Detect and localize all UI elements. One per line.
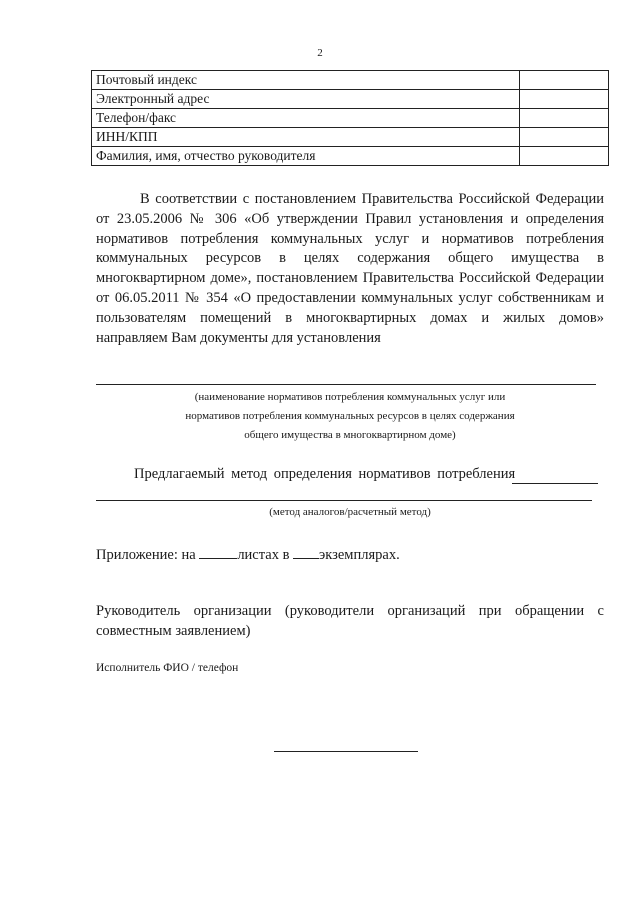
main-paragraph: В соответствии с постановлением Правительства Российской Федерации от 23.05.2006 № 306 «Об утверждении Правил установления и определения нормативов потребления коммунальных услуг и нормативов потребления коммунальных ресурсов в целях содержания общего имущества в многоквартирном доме», постановлением Правительства Российской Федерации от 06.05.2011 № 354 «О предоставлении коммунальных услуг собственникам и пользователям помещений в многоквартирных домах и жилых домов» направляем Вам документы для установления [96, 191, 604, 346]
method-fill-line-2 [96, 500, 592, 501]
row-value-director-name [520, 147, 609, 166]
method-fill-line [512, 483, 598, 484]
signature-line [274, 751, 418, 752]
page-number: 2 [317, 47, 323, 59]
row-label-phone-fax: Телефон/факс [92, 109, 520, 128]
normatives-fill-line [96, 384, 596, 385]
appendix-middle: листах в [237, 547, 290, 563]
row-label-email: Электронный адрес [92, 90, 520, 109]
row-label-postal-code: Почтовый индекс [92, 71, 520, 90]
method-caption: (метод аналогов/расчетный метод) [269, 506, 431, 518]
method-label: Предлагаемый метод определения нормативов потребления [134, 466, 516, 482]
organization-info-table [91, 70, 609, 166]
table-row [92, 109, 609, 128]
appendix-prefix: Приложение: на [96, 547, 196, 563]
caption-line: общего имущества в многоквартирном доме) [244, 429, 456, 441]
row-value-email [520, 90, 609, 109]
table-row [92, 90, 609, 109]
director-signature-label: Руководитель организации (руководители организаций при обращении с совместным заявлением) [96, 603, 604, 639]
row-value-postal-code [520, 71, 609, 90]
row-value-inn-kpp [520, 128, 609, 147]
executor-label: Исполнитель ФИО / телефон [96, 662, 239, 674]
caption-line: (наименование нормативов потребления коммунальных услуг или [194, 391, 506, 403]
normatives-caption [96, 388, 604, 445]
row-label-inn-kpp: ИНН/КПП [92, 128, 520, 147]
row-label-director-name: Фамилия, имя, отчество руководителя [92, 147, 520, 166]
table-row [92, 147, 609, 166]
sheets-count-blank [199, 544, 237, 559]
table-row [92, 128, 609, 147]
appendix-line [96, 544, 400, 564]
table-row [92, 71, 609, 90]
copies-count-blank [293, 544, 319, 559]
appendix-suffix: экземплярах. [319, 547, 400, 563]
row-value-phone-fax [520, 109, 609, 128]
caption-line: нормативов потребления коммунальных ресурсов в целях содержания [185, 410, 515, 422]
